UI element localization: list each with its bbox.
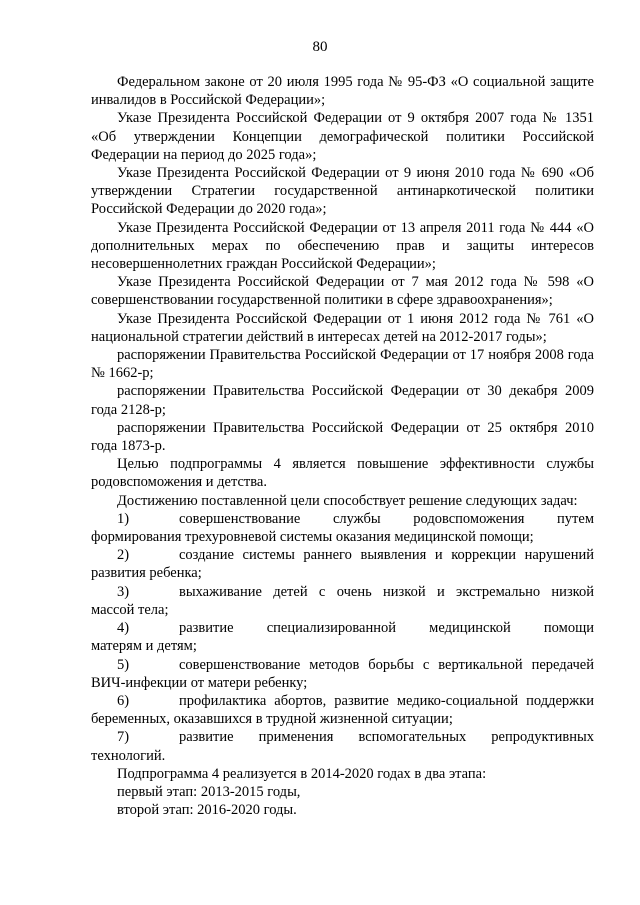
paragraph: Целью подпрограммы 4 является повышение эффективности службы родовспоможения и детства. xyxy=(91,456,594,491)
paragraph: Указе Президента Российской Федерации от 7 мая 2012 года № 598 «О совершенствовании государственной политики в сфере здравоохранения»; xyxy=(91,274,594,309)
task-item-2 xyxy=(91,546,594,582)
document-body xyxy=(91,73,594,819)
paragraph: Указе Президента Российской Федерации от 13 апреля 2011 года № 444 «О дополнительных мерах по обеспечению прав и защиты интересов несовершеннолетних граждан Российской Федерации»; xyxy=(91,219,594,273)
paragraph: Указе Президента Российской Федерации от 9 июня 2010 года № 690 «Об утверждении Стратегии государственной антинаркотической политики Российской Федерации до 2020 года»; xyxy=(91,165,594,218)
task-text-line1: профилактика абортов, развитие медико-социальной поддержки xyxy=(179,692,594,709)
task-text-rest: технологий. xyxy=(91,747,166,764)
page-number: 80 xyxy=(312,39,328,55)
task-item-5 xyxy=(91,656,594,692)
task-text-rest: развития ребенка; xyxy=(91,565,202,582)
task-number: 2) xyxy=(117,547,130,564)
task-number: 7) xyxy=(117,729,130,746)
task-item-3 xyxy=(91,583,594,619)
task-text-rest: формирования трехуровневой системы оказания медицинской помощи; xyxy=(91,529,534,546)
task-item-7 xyxy=(91,728,594,764)
task-number: 5) xyxy=(117,656,130,673)
paragraph: второй этап: 2016-2020 годы. xyxy=(117,802,297,819)
paragraph: первый этап: 2013-2015 годы, xyxy=(117,783,301,800)
paragraph: распоряжении Правительства Российской Федерации от 30 декабря 2009 года 2128-р; xyxy=(91,383,594,418)
task-number: 4) xyxy=(117,620,130,637)
task-text-line1: развитие применения вспомогательных репродуктивных xyxy=(179,729,594,746)
task-item-1 xyxy=(91,510,594,546)
paragraph: Указе Президента Российской Федерации от 1 июня 2012 года № 761 «О национальной стратегии действий в интересах детей на 2012-2017 годы»; xyxy=(91,310,594,345)
task-text-rest: ВИЧ-инфекции от матери ребенку; xyxy=(91,674,308,691)
task-text-line1: совершенствование службы родовспоможения путем xyxy=(179,510,594,527)
paragraph: распоряжении Правительства Российской Федерации от 17 ноября 2008 года № 1662-р; xyxy=(91,347,594,382)
task-text-rest: беременных, оказавшихся в трудной жизненной ситуации; xyxy=(91,711,453,728)
task-number: 3) xyxy=(117,583,130,600)
task-text-line1: развитие специализированной медицинской помощи xyxy=(179,620,594,637)
paragraph: Подпрограмма 4 реализуется в 2014-2020 годах в два этапа: xyxy=(117,765,487,782)
paragraph: Указе Президента Российской Федерации от 9 октября 2007 года № 1351 «Об утверждении Концепции демографической политики Российской Федерации на период до 2025 года»; xyxy=(91,110,594,163)
task-text-line1: создание системы раннего выявления и коррекции нарушений xyxy=(179,547,594,564)
task-text-rest: матерям и детям; xyxy=(91,638,197,655)
task-text-line1: совершенствование методов борьбы с вертикальной передачей xyxy=(179,656,594,673)
task-text-rest: массой тела; xyxy=(91,601,169,618)
task-number: 1) xyxy=(117,510,130,527)
task-item-4 xyxy=(91,619,594,655)
paragraph: распоряжении Правительства Российской Федерации от 25 октября 2010 года 1873-р. xyxy=(91,419,594,455)
task-item-6 xyxy=(91,692,594,728)
paragraph: Достижению поставленной цели способствует решение следующих задач: xyxy=(117,492,578,509)
task-text-line1: выхаживание детей с очень низкой и экстремально низкой xyxy=(179,583,594,600)
paragraph: Федеральном законе от 20 июля 1995 года № 95-ФЗ «О социальной защите инвалидов в Российской Федерации»; xyxy=(91,74,594,109)
task-number: 6) xyxy=(117,692,130,709)
